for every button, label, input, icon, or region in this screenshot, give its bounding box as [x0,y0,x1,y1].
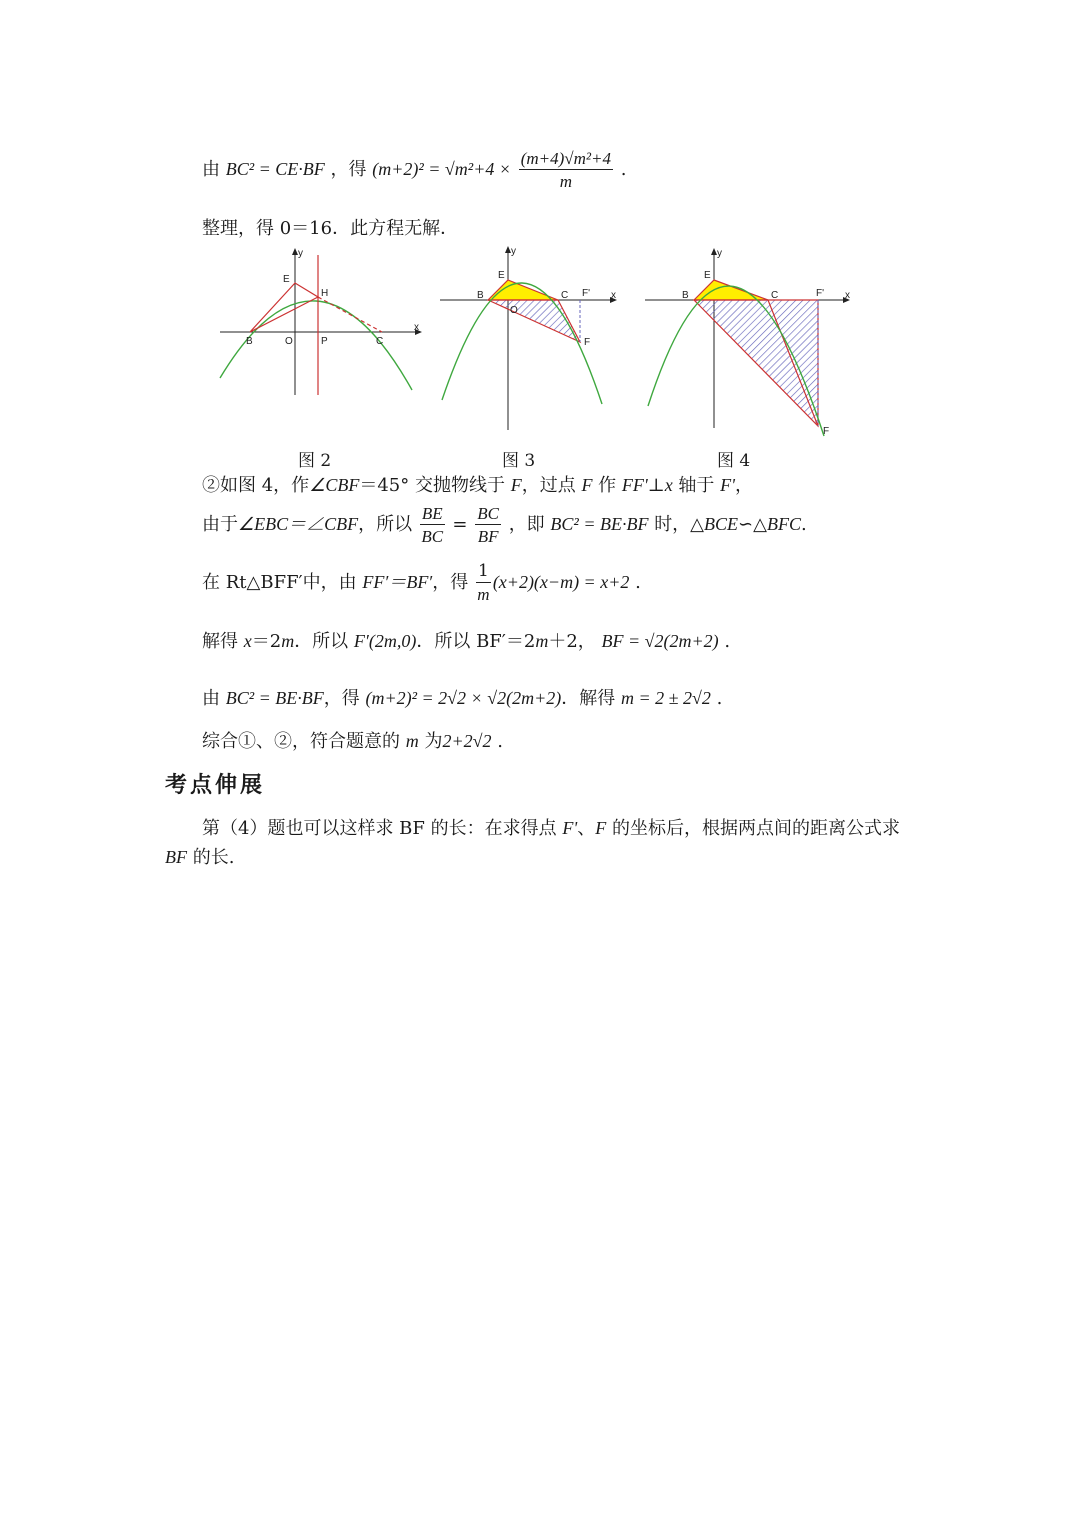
label-x: x [845,290,850,301]
equation-line-4 [202,505,807,545]
text: ，得 [323,688,360,709]
text: ＋2， [548,631,596,652]
math: (x+2)(x−m) = x+2 [492,572,630,592]
caption-fig3: 图 3 [502,451,536,471]
label-O: O [510,305,518,316]
equation-line-7 [202,689,722,708]
math: BF = √2(2m+2) [601,631,719,651]
label-O: O [285,336,293,347]
text: ．所以 BF′＝2 [416,631,536,652]
math: BC² = BE·BF [225,688,324,708]
text: 作 [598,475,617,496]
label-F: F [584,337,591,348]
fraction-numerator: BC [477,504,499,523]
text: . [635,572,641,593]
math: (m+2)² = √m²+4 × [372,159,511,179]
text: 的长. [192,847,235,868]
text: ．所以 [294,631,349,652]
math: m = 2 ± 2√2 [620,688,711,708]
math: (2m,0) [368,631,417,651]
text: . [716,688,723,709]
text: ∽△ [738,514,767,535]
math: ∠EBC＝∠CBF [238,514,359,534]
label-B: B [477,290,484,301]
text: 轴于 [678,475,715,496]
label-H: H [321,288,329,299]
math: (m+2)² = 2√2 × √2(2m+2) [365,688,562,708]
text: ， [735,475,754,496]
figures-svg [0,240,1080,440]
extension-paragraph [165,814,925,872]
math: BC² = CE·BF [225,159,325,179]
label-B: B [246,336,253,347]
text: . [620,159,627,180]
math: F [510,475,522,495]
text: ＝2 [251,631,282,652]
text: 解得 [202,631,238,652]
equation-line-1 [202,150,626,190]
math: 2+2√2 [442,731,492,751]
figure-2 [220,248,422,395]
math: F [581,475,593,495]
text: 综合①、②，符合题意的 [202,731,400,752]
equation-line-6 [202,632,730,651]
caption-fig2: 图 2 [298,451,332,471]
section-heading: 考点伸展 [165,773,266,798]
fraction-numerator: (m+4)√m²+4 [520,149,611,168]
fraction [475,505,501,545]
label-y: y [511,246,516,257]
fraction-numerator: BE [421,504,443,523]
text: ，即 [508,514,545,535]
math: F' [562,818,578,838]
label-C: C [561,290,569,301]
label-F-prime: F' [582,288,591,299]
math: BCE [704,514,739,534]
text: ，得 [330,159,367,180]
math: F′ [353,631,369,651]
text: ，过点 [521,475,576,496]
text: 由于 [202,514,238,535]
label-E: E [498,270,505,281]
math: F' [720,475,736,495]
text: ②如图 4，作 [202,475,310,496]
label-C: C [376,336,384,347]
text: . [800,514,807,535]
text: 整理，得 0＝16．此方程无解． [202,218,459,239]
label-y: y [298,248,303,259]
math: x [243,631,252,651]
label-P: P [321,336,328,347]
text: 第（4）题也可以这样求 BF 的长：在求得点 [202,818,557,839]
equation-line-5 [202,563,641,603]
text-line-2 [202,220,458,238]
label-C: C [771,290,779,301]
math: m [405,731,419,751]
text: 由 [202,159,220,180]
text: 的坐标后，根据两点间的距离公式求 [611,818,900,839]
text-line-8 [202,732,503,751]
label-B: B [682,290,689,301]
text: ＝45° 交抛物线于 [359,475,505,496]
text: . [724,631,731,652]
math: FF′＝BF′ [362,572,433,592]
figure-3 [440,246,617,430]
fraction [519,150,613,190]
text: ．解得 [561,688,616,709]
math: BFC [766,514,801,534]
math: x [664,475,673,495]
yellow-triangle [694,280,768,300]
equals: = [452,514,468,535]
hatched-triangle [694,300,818,426]
fraction-denominator: BF [477,527,499,546]
text: ，得 [432,572,469,593]
fraction [420,505,445,545]
math: m [281,631,295,651]
math: F [595,818,607,838]
text: ，所以 [358,514,413,535]
math: FF' [621,475,648,495]
fraction-denominator: BC [421,527,444,546]
text: 为 [424,731,443,752]
fraction-denominator: m [477,585,490,604]
label-E: E [704,270,711,281]
label-x: x [611,290,616,301]
text: 、 [577,818,596,839]
label-y: y [717,248,722,259]
label-F-prime: F' [816,288,825,299]
fraction-numerator: 1 [477,561,489,581]
math: BC² = BE·BF [550,514,649,534]
math: m [535,631,549,651]
text: 由 [202,688,220,709]
label-x: x [414,322,419,333]
math: ∠CBF [309,475,360,495]
fraction-denominator: m [559,172,572,191]
dashed-HC [318,297,382,332]
text: 在 Rt△BFF′中，由 [202,572,357,593]
text-line-3 [202,476,753,495]
label-F: F [823,426,830,437]
caption-fig4: 图 4 [717,451,751,471]
math: BF [165,847,187,867]
text: 时，△ [654,514,705,535]
text: . [497,731,503,752]
figure-4 [645,248,850,437]
text: ⊥ [647,475,665,496]
label-E: E [283,274,290,285]
fraction [476,563,491,603]
